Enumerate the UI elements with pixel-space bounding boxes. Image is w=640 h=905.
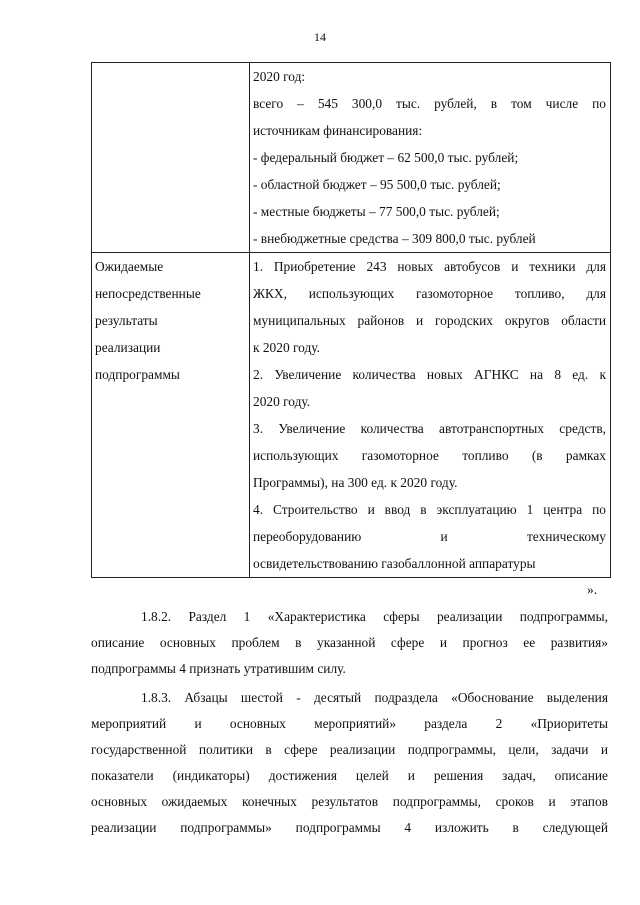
paragraph-line: показатели (индикаторы) достижения целей и решения задач, описание — [91, 768, 608, 783]
table-row-financing — [92, 63, 611, 253]
paragraph-line: мероприятий и основных мероприятий» раздела 2 «Приоритеты — [91, 716, 608, 731]
table-line: 1. Приобретение 243 новых автобусов и техники для — [253, 259, 606, 274]
table-line: использующих газомоторное топливо (в рамках — [253, 448, 606, 463]
table-line: 2. Увеличение количества новых АГНКС на 8 ед. к — [253, 367, 606, 382]
paragraph-line: 1.8.2. Раздел 1 «Характеристика сферы реализации подпрограммы, — [141, 609, 608, 624]
table-line: - федеральный бюджет – 62 500,0 тыс. рублей; — [253, 150, 519, 165]
table-line: переоборудованию и техническому — [253, 529, 606, 544]
closing-quote: ». — [587, 582, 598, 597]
paragraph-1-8-2 — [91, 604, 608, 682]
paragraph-line: основных ожидаемых конечных результатов подпрограммы, сроков и этапов — [91, 794, 608, 809]
table-line: Программы), на 300 ед. к 2020 году. — [253, 475, 458, 490]
paragraph-line: описание основных проблем в указанной сфере и прогноз ее развития» — [91, 635, 608, 650]
table-line: освидетельствованию газобаллонной аппаратуры — [253, 556, 536, 571]
row2-value-cell — [250, 253, 611, 578]
table-line: муниципальных районов и городских округов области — [253, 313, 606, 328]
table-line: 4. Строительство и ввод в эксплуатацию 1 центра по — [253, 502, 606, 517]
table-line: - местные бюджеты – 77 500,0 тыс. рублей; — [253, 204, 500, 219]
paragraph-line: государственной политики в сфере реализации подпрограммы, цели, задачи и — [91, 742, 608, 757]
label-line: Ожидаемые — [95, 259, 164, 274]
row1-label-cell — [92, 63, 250, 253]
table-line: - областной бюджет – 95 500,0 тыс. рублей; — [253, 177, 501, 192]
paragraph-1-8-3 — [91, 685, 608, 841]
paragraph-line: 1.8.3. Абзацы шестой - десятый подраздела «Обоснование выделения — [141, 690, 608, 705]
subprogram-table — [91, 62, 611, 578]
table-line: источникам финансирования: — [253, 123, 423, 138]
paragraph-line: подпрограммы 4 признать утратившим силу. — [91, 661, 346, 676]
label-line: подпрограммы — [95, 367, 180, 382]
row1-value-cell — [250, 63, 611, 253]
page-number: 14 — [314, 30, 326, 44]
label-line: реализации — [95, 340, 161, 355]
table-line: 2020 год: — [253, 69, 306, 84]
table-line: к 2020 году. — [253, 340, 320, 355]
label-line: результаты — [95, 313, 158, 328]
row2-label-cell — [92, 253, 250, 578]
paragraph-line: реализации подпрограммы» подпрограммы 4 изложить в следующей — [91, 820, 608, 835]
table-line: ЖКХ, использующих газомоторное топливо, для — [253, 286, 606, 301]
table-line: 2020 году. — [253, 394, 311, 409]
table-line: всего – 545 300,0 тыс. рублей, в том числе по — [253, 96, 606, 111]
label-line: непосредственные — [95, 286, 201, 301]
table-line: - внебюджетные средства – 309 800,0 тыс. рублей — [253, 231, 536, 246]
table-row-expected-results — [92, 253, 611, 578]
table-line: 3. Увеличение количества автотранспортных средств, — [253, 421, 606, 436]
